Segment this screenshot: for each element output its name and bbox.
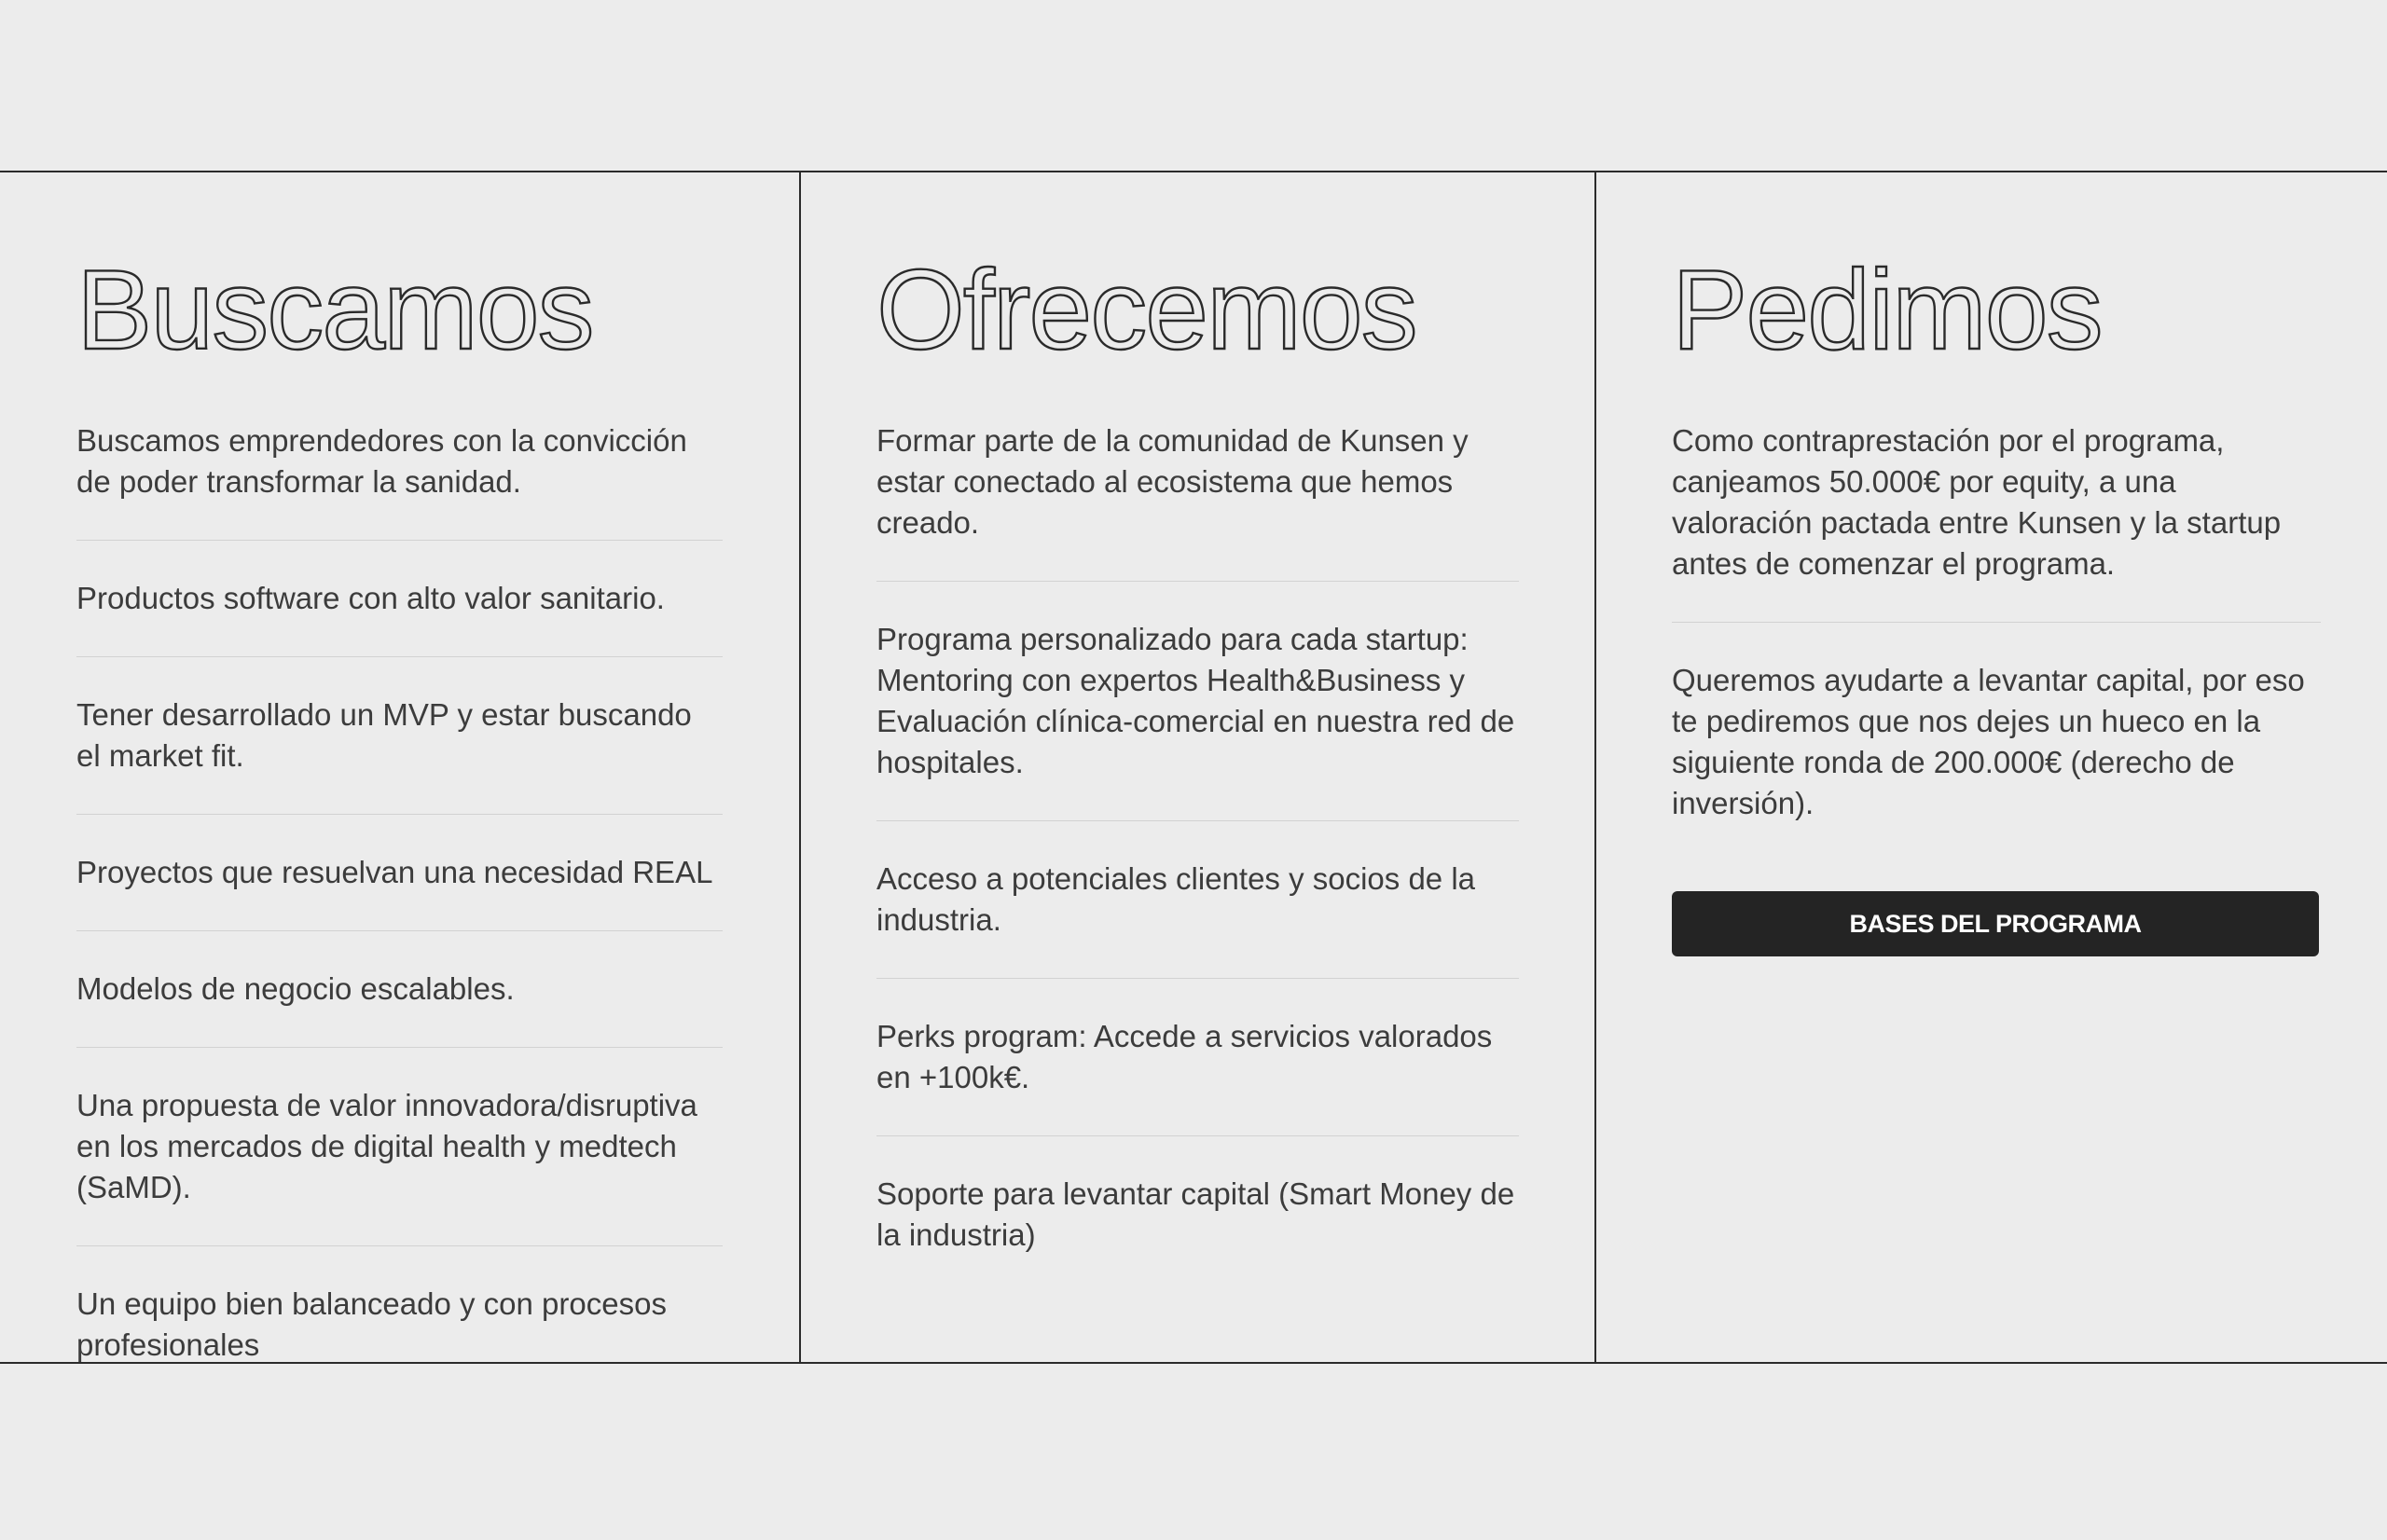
heading-buscamos: Buscamos <box>76 246 593 373</box>
list-item: Tener desarrollado un MVP y estar buscando el market fit. <box>76 656 723 814</box>
heading-pedimos: Pedimos <box>1672 246 2102 373</box>
list-item: Programa personalizado para cada startup: Mentoring con expertos Health&Business y Evaluación clínica-comercial en nuestra red de hospitales. <box>876 581 1519 820</box>
column-pedimos <box>1594 172 2387 1362</box>
list-item: Como contraprestación por el programa, canjeamos 50.000€ por equity, a una valoración pactada entre Kunsen y la startup antes de comenzar el programa. <box>1672 423 2282 581</box>
list-ofrecemos <box>876 420 1519 1293</box>
list-item: Acceso a potenciales clientes y socios de la industria. <box>876 820 1519 978</box>
list-item: Perks program: Accede a servicios valorados en +100k€. <box>876 978 1519 1135</box>
column-ofrecemos <box>799 172 1594 1362</box>
list-item: Una propuesta de valor innovadora/disruptiva en los mercados de digital health y medtech (SaMD). <box>76 1047 723 1245</box>
list-pedimos <box>1672 420 2321 861</box>
list-item: Formar parte de la comunidad de Kunsen y estar conectado al ecosistema que hemos creado. <box>876 423 1469 540</box>
list-item: Buscamos emprendedores con la convicción de poder transformar la sanidad. <box>76 423 687 499</box>
program-section <box>0 171 2387 1364</box>
list-item: Modelos de negocio escalables. <box>76 930 723 1047</box>
list-buscamos <box>76 420 723 1403</box>
list-item: Queremos ayudarte a levantar capital, por eso te pediremos que nos dejes un hueco en la siguiente ronda de 200.000€ (derecho de inversión). <box>1672 622 2321 861</box>
list-item: Soporte para levantar capital (Smart Money de la industria) <box>876 1135 1519 1293</box>
column-buscamos <box>0 172 799 1362</box>
list-item: Productos software con alto valor sanitario. <box>76 540 723 656</box>
list-item: Un equipo bien balanceado y con procesos profesionales <box>76 1245 723 1403</box>
bases-del-programa-button[interactable]: BASES DEL PROGRAMA <box>1672 891 2319 956</box>
list-item: Proyectos que resuelvan una necesidad REAL <box>76 814 723 930</box>
heading-ofrecemos: Ofrecemos <box>876 246 1416 373</box>
